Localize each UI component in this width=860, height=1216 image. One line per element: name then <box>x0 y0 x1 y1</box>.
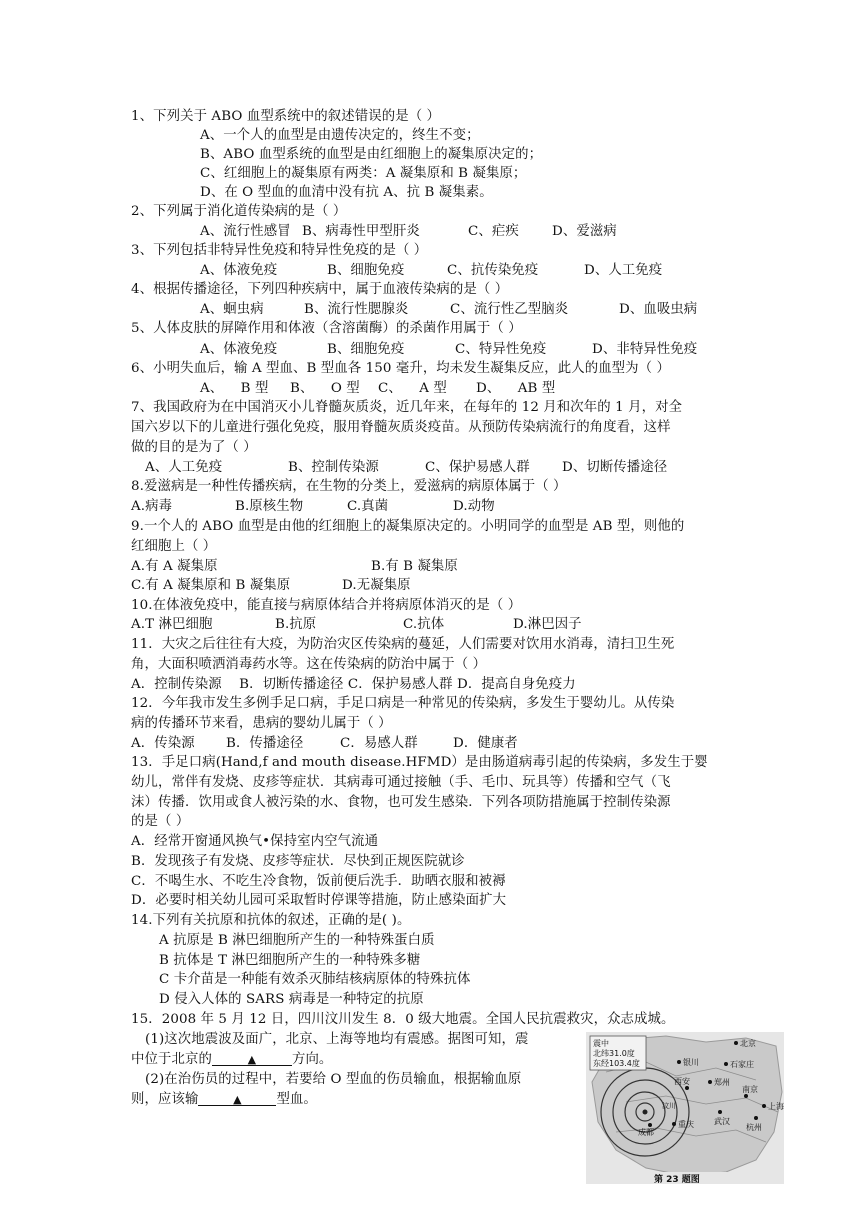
q9-option-a: A.有 A 凝集原 <box>131 559 218 574</box>
q3-option-c: C、抗传染免疫 <box>447 263 539 278</box>
q8-option-d: D.动物 <box>453 499 495 514</box>
q7-options <box>145 458 667 478</box>
q15-part2-suffix: 型血。 <box>276 1092 317 1107</box>
q15-part2-line-1: (2)在治伤员的过程中，若要给 O 型血的伤员输血，根据输血原 <box>145 1072 522 1087</box>
q10-option-b: B.抗原 <box>275 617 317 632</box>
q3-option-a: A、体液免疫 <box>200 263 278 278</box>
q2-option-c: C、疟疾 <box>468 224 519 239</box>
q8-option-b: B.原核生物 <box>235 499 304 514</box>
q2-stem: 2、下列属于消化道传染病的是（ ） <box>131 204 347 219</box>
q3-option-d: D、人工免疫 <box>584 263 663 278</box>
q8-options <box>131 497 495 517</box>
q5-stem: 5、人体皮肤的屏障作用和体液（含溶菌酶）的杀菌作用属于（ ） <box>131 321 522 336</box>
q9-option-d: D.无凝集原 <box>342 578 411 593</box>
answer-marker-icon: ▲ <box>247 1053 257 1066</box>
q1-stem: 1、下列关于 ABO 血型系统中的叙述错误的是（ ） <box>131 109 441 124</box>
q5-option-d: D、非特异性免疫 <box>592 342 698 357</box>
map-city-yinchuan: 银川 <box>683 1058 699 1067</box>
q13-line-4: 的是（ ） <box>131 814 190 829</box>
q15-part1-prefix: 中位于北京的 <box>131 1052 212 1067</box>
q10-option-a: A.T 淋巴细胞 <box>131 617 213 632</box>
q5-option-c: C、特异性免疫 <box>455 342 547 357</box>
q4-option-c: C、流行性乙型脑炎 <box>450 302 569 317</box>
map-city-wenchuan: 汶川 <box>662 1102 676 1110</box>
q5-option-a: A、体液免疫 <box>200 342 278 357</box>
q11-line-1: 11．大灾之后往往有大疫，为防治灾区传染病的蔓延，人们需要对饮用水消毒，清扫卫生死 <box>131 637 675 652</box>
q11-line-2: 角，大面积喷洒消毒药水等。这在传染病的防治中属于（ ） <box>131 657 487 672</box>
q1-option-a: A、一个人的血型是由遗传决定的，终生不变； <box>200 128 480 143</box>
q8-option-c: C.真菌 <box>347 499 389 514</box>
q14-option-c: C 卡介苗是一种能有效杀灭肺结核病原体的特殊抗体 <box>159 972 471 987</box>
q4-option-b: B、流行性腮腺炎 <box>304 302 409 317</box>
q1-option-d: D、在 O 型血的血清中没有抗 A、抗 B 凝集素。 <box>200 185 493 200</box>
map-city-shijiazhuang: 石家庄 <box>730 1060 754 1069</box>
q15-part2-prefix: 则，应该输 <box>131 1092 199 1107</box>
q14-option-d: D 侵入人体的 SARS 病毒是一种特定的抗原 <box>159 992 424 1007</box>
q12-option-b: B．传播途径 <box>226 736 304 751</box>
map-city-chongqing: 重庆 <box>678 1120 694 1129</box>
q15-part2-line-2 <box>131 1090 317 1110</box>
map-city-nanjing: 南京 <box>742 1085 758 1094</box>
q13-option-c: C．不喝生水、不吃生冷食物，饭前便后洗手．助晒衣服和被褥 <box>131 874 506 889</box>
q14-stem: 14.下列有关抗原和抗体的叙述，正确的是( )。 <box>131 913 411 928</box>
q15-part1-answer-blank[interactable] <box>212 1050 292 1066</box>
earthquake-map-icon <box>586 1032 784 1184</box>
q1-option-c: C、红细胞上的凝集原有两类：A 凝集原和 B 凝集原； <box>200 166 527 181</box>
q12-option-d: D．健康者 <box>453 736 518 751</box>
q3-stem: 3、下列包括非特异性免疫和特异性免疫的是（ ） <box>131 243 428 258</box>
map-city-chengdu: 成都 <box>638 1128 654 1137</box>
q12-line-2: 病的传播环节来看，患病的婴幼儿属于（ ） <box>131 716 392 731</box>
q12-option-a: A．传染源 <box>131 736 195 751</box>
q7-line-2: 国六岁以下的儿童进行强化免疫，服用脊髓灰质炎疫苗。从预防传染病流行的角度看，这样 <box>131 420 671 435</box>
q13-option-b: B．发现孩子有发烧、皮疹等症状．尽快到正规医院就诊 <box>131 854 465 869</box>
map-city-wuhan: 武汉 <box>714 1117 730 1126</box>
q12-line-1: 12．今年我市发生多例手足口病，手足口病是一种常见的传染病，多发生于婴幼儿。从传染 <box>131 696 675 711</box>
q6-stem: 6、小明失血后，输 A 型血、B 型血各 150 毫升，均未发生凝集反应，此人的血型为（ ） <box>131 361 671 376</box>
q7-option-d: D、切断传播途径 <box>562 460 668 475</box>
q10-stem: 10.在体液免疫中，能直接与病原体结合并将病原体消灭的是（ ） <box>131 598 522 613</box>
q15-part1-line-1: (1)这次地震波及面广，北京、上海等地均有震感。据图可知，震 <box>145 1032 529 1047</box>
q6-option-b: B、 O 型 <box>290 381 360 396</box>
q10-options <box>131 615 582 635</box>
q14-option-b: B 抗体是 T 淋巴细胞所产生的一种特殊多糖 <box>159 953 421 968</box>
q3-option-b: B、细胞免疫 <box>327 263 405 278</box>
map-caption: 第 23 题图 <box>654 1175 700 1184</box>
q7-option-b: B、控制传染源 <box>288 460 379 475</box>
map-city-hangzhou: 杭州 <box>746 1123 762 1132</box>
q11-options: A．控制传染源 B．切断传播途径 C．保护易感人群 D．提高自身免疫力 <box>131 677 576 692</box>
map-city-zhengzhou: 郑州 <box>714 1078 730 1087</box>
map-label-lon: 东经103.4度 <box>593 1059 640 1068</box>
q4-option-d: D、血吸虫病 <box>619 302 698 317</box>
q9-line-1: 9.一个人的 ABO 血型是由他的红细胞上的凝集原决定的。小明同学的血型是 AB 型，则他的 <box>131 519 685 534</box>
q4-stem: 4、根据传播途径，下列四种疾病中，属于血液传染病的是（ ） <box>131 282 509 297</box>
q4-option-a: A、蛔虫病 <box>200 302 264 317</box>
q15-part2-answer-blank[interactable] <box>198 1090 276 1106</box>
q4-options <box>200 300 697 320</box>
q2-option-d: D、爱滋病 <box>552 224 617 239</box>
q13-line-3: 沫）传播．饮用或食人被污染的水、食物，也可发生感染．下列各项防措施属于控制传染源 <box>131 795 671 810</box>
q7-option-c: C、保护易感人群 <box>425 460 530 475</box>
q13-line-1: 13．手足口病(Hand,f and mouth disease.HFMD）是由肠道病毒引起的传染病，多发生于婴 <box>131 755 708 770</box>
q15-part1-suffix: 方向。 <box>291 1052 333 1067</box>
q6-option-c: C、 A 型 <box>378 381 447 396</box>
q15-stem: 15．2008 年 5 月 12 日，四川汶川发生 8．0 级大地震。全国人民抗震救灾，众志成城。 <box>131 1012 675 1027</box>
q5-options <box>200 340 697 360</box>
map-city-beijing: 北京 <box>740 1039 756 1048</box>
q7-option-a: A、人工免疫 <box>145 460 223 475</box>
q3-options <box>200 261 662 281</box>
q9-option-c: C.有 A 凝集原和 B 凝集原 <box>131 578 291 593</box>
map-label-epicenter: 震中 <box>593 1039 609 1048</box>
q9-line-2: 红细胞上（ ） <box>131 539 217 554</box>
q6-option-a: A、 B 型 <box>200 381 269 396</box>
q8-stem: 8.爱滋病是一种性传播疾病，在生物的分类上，爱滋病的病原体属于（ ） <box>131 479 567 494</box>
q13-line-2: 幼儿，常伴有发烧、皮疹等症状．其病毒可通过接触（手、毛巾、玩具等）传播和空气（飞 <box>131 775 671 790</box>
map-city-xian: 西安 <box>674 1077 690 1086</box>
q2-option-b: B、病毒性甲型肝炎 <box>302 224 420 239</box>
q10-option-d: D.淋巴因子 <box>513 617 582 632</box>
q7-line-3: 做的目的是为了（ ） <box>131 440 257 455</box>
q15-part1-line-2 <box>131 1050 332 1070</box>
earthquake-map-figure <box>586 1032 784 1184</box>
q13-option-a: A．经常开窗通风换气•保持室内空气流通 <box>131 834 379 849</box>
q6-option-d: D、 AB 型 <box>476 381 556 396</box>
q12-options <box>131 734 518 754</box>
map-city-shanghai: 上海 <box>768 1102 784 1111</box>
q8-option-a: A.病毒 <box>131 499 173 514</box>
q14-option-a: A 抗原是 B 淋巴细胞所产生的一种特殊蛋白质 <box>159 933 435 948</box>
q7-line-1: 7、我国政府为在中国消灭小儿脊髓灰质炎，近几年来，在每年的 12 月和次年的 1 月，对全 <box>131 400 683 415</box>
q10-option-c: C.抗体 <box>403 617 445 632</box>
answer-marker-icon: ▲ <box>233 1093 242 1106</box>
q9-options-row-1 <box>131 557 458 577</box>
q13-option-d: D．必要时相关幼儿园可采取暂时停课等措施，防止感染面扩大 <box>131 893 507 908</box>
q1-option-b: B、ABO 血型系统的血型是由红细胞上的凝集原决定的； <box>200 147 543 162</box>
q2-options <box>200 222 617 242</box>
q9-option-b: B.有 B 凝集原 <box>371 559 458 574</box>
map-label-lat: 北纬31.0度 <box>593 1049 635 1058</box>
q2-option-a: A、流行性感冒 <box>200 224 291 239</box>
q6-options <box>200 379 555 399</box>
q12-option-c: C．易感人群 <box>340 736 418 751</box>
q9-options-row-2 <box>131 576 411 596</box>
q5-option-b: B、细胞免疫 <box>327 342 405 357</box>
